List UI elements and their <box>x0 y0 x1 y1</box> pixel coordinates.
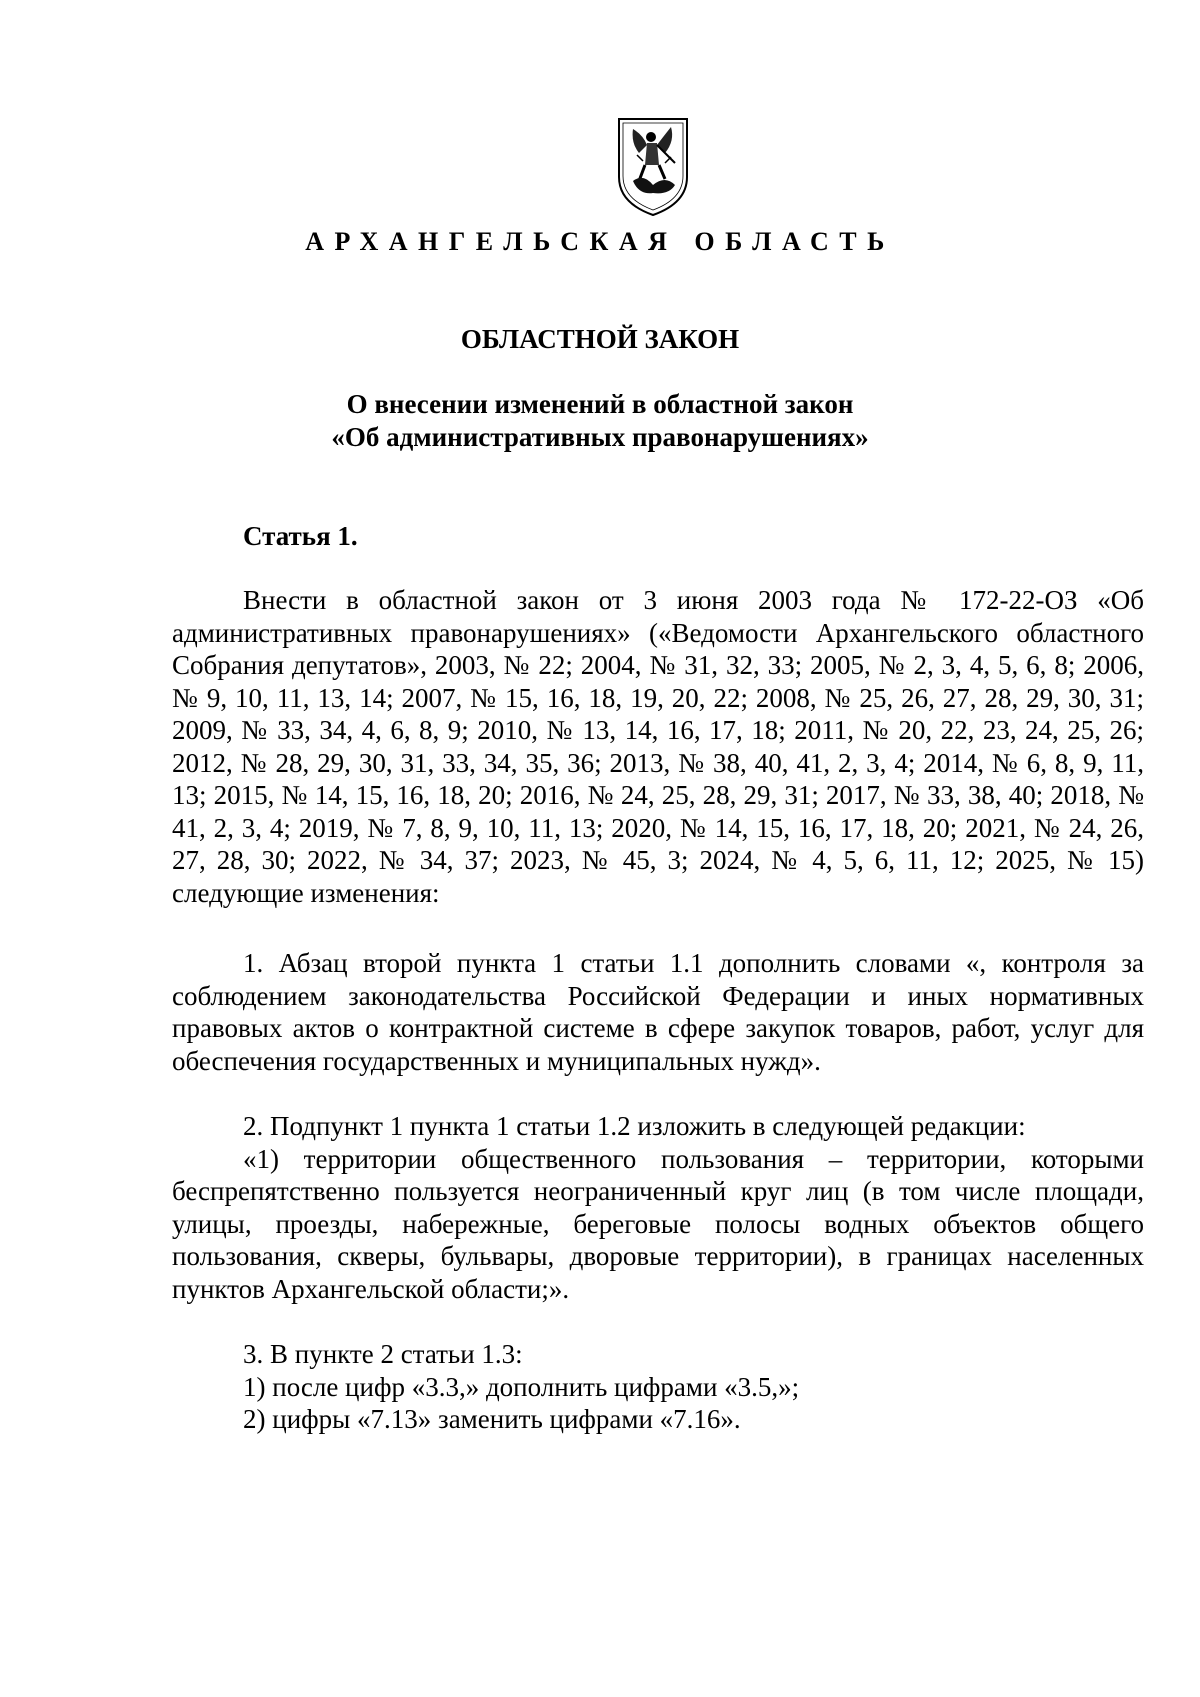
law-title-line-2: «Об административных правонарушениях» <box>331 422 869 452</box>
amendment-item-3-sub-1: 1) после цифр «3.3,» дополнить цифрами «3.5,»; <box>243 1371 800 1402</box>
amendment-item-3-sub-2: 2) цифры «7.13» заменить цифрами «7.16». <box>243 1404 741 1434</box>
law-title <box>0 388 1200 454</box>
article-heading: Статья 1. <box>243 521 358 551</box>
amendment-item-2-lead: 2. Подпункт 1 пункта 1 статьи 1.2 изложить в следующей редакции: <box>243 1111 1026 1141</box>
article-intro-text: Внести в областной закон от 3 июня 2003 года № 172-22-ОЗ «Об административных правонарушениях» («Ведомости Архангельского областного Собрания депутатов», 2003, № 22; 2004, № 31, 32, 33; 2005, № 2, 3, 4, 5, 6, 8; 2006, № 9, 10, 11, 13, 14; 2007, № 15, 16, 18, 19, 20, 22; 2008, № 25, 26, 27, 28, 29, 30, 31; 2009, № 33, 34, 4, 6, 8, 9; 2010, № 13, 14, 16, 17, 18; 2011, № 20, 22, 23, 24, 25, 26; 2012, № 28, 29, 30, 31, 33, 34, 35, 36; 2013, № 38, 40, 41, 2, 3, 4; 2014, № 6, 8, 9, 11, 13; 2015, № 14, 15, 16, 18, 20; 2016, № 24, 25, 28, 29, 31; 2017, № 33, 38, 40; 2018, № 41, 2, 3, 4; 2019, № 7, 8, 9, 10, 11, 13; 2020, № 14, 15, 16, 17, 18, 20; 2021, № 24, 26, 27, 28, 30; 2022, № 34, 37; 2023, № 45, 3; 2024, № 4, 5, 6, 11, 12; 2025, № 15) следующие изменения: <box>172 585 1144 908</box>
region-name: АРХАНГЕЛЬСКАЯ ОБЛАСТЬ <box>305 227 895 256</box>
amendment-item-3 <box>172 1338 1144 1436</box>
coat-of-arms-icon <box>613 115 693 219</box>
amendment-item-1 <box>172 947 1144 1077</box>
amendment-item-3-lead: 3. В пункте 2 статьи 1.3: <box>243 1339 523 1369</box>
law-title-line-1: О внесении изменений в областной закон <box>346 389 854 419</box>
law-kind: ОБЛАСТНОЙ ЗАКОН <box>460 324 740 354</box>
amendment-item-1-text: 1. Абзац второй пункта 1 статьи 1.1 дополнить словами «, контроля за соблюдением законодательства Российской Федерации и иных нормативных правовых актов о контрактной системе в сфере закупок товаров, работ, услуг для обеспечения государственных и муниципальных нужд». <box>172 948 1144 1076</box>
amendment-item-2-text: «1) территории общественного пользования – территории, которыми беспрепятственно пользуется неограниченный круг лиц (в том числе площади, улицы, проезды, набережные, береговые полосы водных объектов общего пользования, скверы, бульвары, дворовые территории), в границах населенных пунктов Архангельской области;». <box>172 1143 1144 1304</box>
article-intro <box>172 584 1144 909</box>
amendment-item-2 <box>172 1110 1144 1305</box>
